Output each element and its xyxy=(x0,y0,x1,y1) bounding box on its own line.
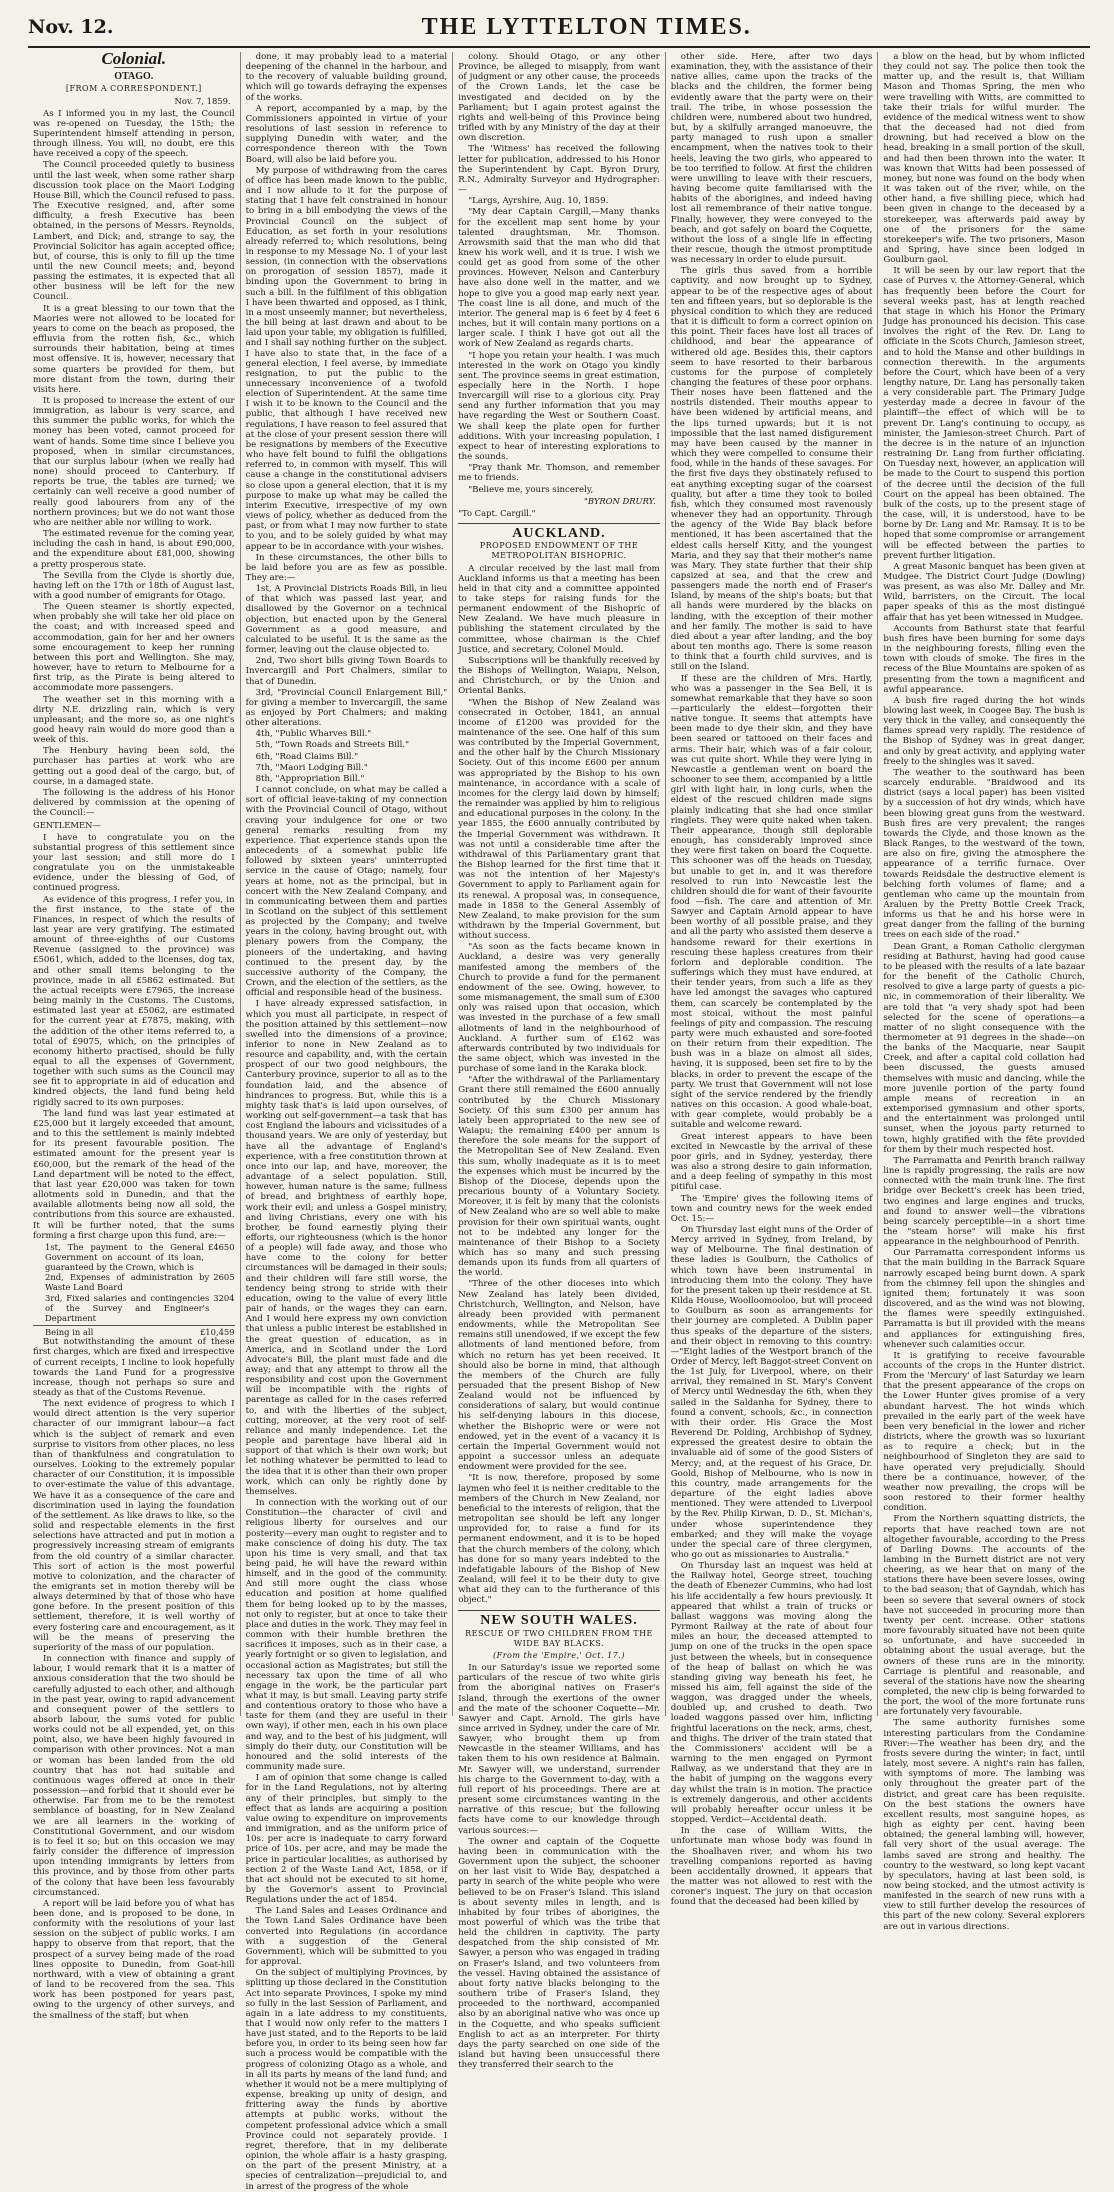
auckland-subheading: PROPOSED ENDOWMENT OF THE METROPOLITAN BISHOPRIC. xyxy=(479,541,639,561)
paragraph: On the subject of multiplying Provinces, by splitting up those declared in the Constitution Act into separate Provinces, I spoke my mind so fully in the last Session of Parliament, and again in a late address to my constituents, that I would now only refer to the matters I have just stated, and to the Reports to be laid before you, in order to its being seen how far such a process would be compatible with the progress of colonizing Otago as a whole, and in all its parts by means of the land fund; and whether it would not be a mere multiplying of expense, breaking up unity of design, and frittering away the funds by abortive attempts at public works, without the competent professional advice which a small Province could not separately provide. I regret, therefore, that in my deliberate opinion, the whole affair is a hasty grasping, on the part of the present Ministry, at a species of centralization—prejudicial to, and in arrest of the progress of the whole xyxy=(245,1968,448,2192)
letter-signature: "BYRON DRURY. xyxy=(583,495,656,506)
paragraph: The same authority furnishes some interesting particulars from the Condamine River:—The weather has been dry, and the frosts severe during the winter; in fact, until lately, most severe. A night's rain has fallen, with symptoms of more. The lambing was only throughout the greater part of the district, and great care has been requisite. On the best stations the owners have excellent results, most sanguine hopes, as high as eighty per cent. having been obtained; the general lambing will, however, fall very short of the usual average. The lambs saved are strong and healthy. The country to the westward, so long kept vacant by speculators, having at last been sold, is now being stocked, and the utmost activity is manifested in the search of new runs with a view to still further develop the resources of this part of the new colony. Several explorers are out in various directions. xyxy=(883,1718,1085,1932)
paragraph: The Sevilla from the Clyde is shortly due, having left on the 17th or 18th of August last, with a good number of emigrants for Otago. xyxy=(33,570,235,601)
section-heading-auckland: AUCKLAND. xyxy=(512,526,606,542)
paragraph: The girls thus saved from a horrible captivity, and now brought up to Sydney, appear to be of the respective ages of about ten and fifteen years, but so deplorable is the physical condition to which they are reduced that it is difficult to form a correct opinion on this point. Their faces have lost all traces of childhood, and bear the appearance of withered old age. Besides this, their captors seem to have resorted to their barbarous customs for the purpose of completely changing the features of these poor orphans. Their noses have been flattened and the nostrils distended. Their mouths appear to have been widened by artificial means, and the lips turned upwards; but it is not impossible that the last named disfigurement may have been caused by the manner in which they were compelled to consume their food, while in the hands of these savages. For the first five days they obstinately refused to eat anything excepting sugar of the coarsest quality, but after a time they took to boiled fish, which they consumed most ravenously whenever they had an opportunity. Through the agency of the Wide Bay black before mentioned, it has been ascertained that the eldest calls herself Kitty, and the youngest Maria, and they say that their mother's name was Mary. They state further that their ship capsized at sea, and that the crew and passengers made the north end of Fraser's Island, by means of the ship's boats; but that all hands were murdered by the blacks on landing, with the exception of their mother and her family. The mother is said to have died about a year after landing, and the boy about ten months ago. There is some reason to think that a fourth child survives, and is still on the Island. xyxy=(670,266,873,673)
paragraph: On Thursday last an inquest was held at the Railway hotel, George street, touching the death of Ebenezer Cummins, who had lost his life accidentally a few hours previously. It appeared that whilst a train of trucks or ballast waggons was moving along the Pyrmont Railway at the rate of about four miles an hour, the deceased attempted to jump on one of the trucks in the open space just between the wheels, but in consequence of the heap of ballast on which he was standing giving way beneath his feet, he missed his aim, fell against the side of the waggon, was dragged under the wheels, doubled up, and crushed to death. Two loaded waggons passed over him, inflicting frightful lacerations on the neck, arms, chest, and thighs. The driver of the train stated that the Commissioners' accident will be a warning to the men engaged on Pyrmont Railway, as we understand that they are in the habit of jumping on the waggons every day whilst the train is in motion. The practice is extremely dangerous, and other accidents will probably hereafter occur unless it be stopped. Verdict—Accidental death. xyxy=(670,1561,873,1826)
paragraph: In the case of William Witts, the unfortunate man whose body was found in the Shoalhaven river, and whom his two travelling companions reported as having been accidentally drowned, it appears that the matter was not allowed to rest with the coroner's inquest. The jury on that occasion found that the deceased had been killed by xyxy=(670,1826,873,1908)
paragraph: The Parramatta and Penrith branch railway line is rapidly progressing, the rails are now connected with the main trunk line. The first bridge over Beckett's creek has been tried, two engines and large engines and trucks, and found to answer well—the vibrations being scarcely perceptible—in a short time the "steam horse" will make his first appearance in the neighbourhood of Penrith. xyxy=(883,1155,1085,1248)
paragraph: 6th, "Road Claims Bill." xyxy=(255,751,359,762)
divider xyxy=(458,523,660,524)
paragraph: It will be seen by our law report that the case of Purves v. the Attorney-General, which has frequently been before the Court for several weeks past, has at length reached that stage in which his Honor the Primary Judge has pronounced his decision. This case involves the right of the Rev. Dr. Lang to officiate in the Scots Church, Jamieson street, and to hold the Manse and other buildings in connection therewith. In the arguments before the Court, which have been of a very lengthy nature, Dr. Lang has personally taken a very considerable part. The Primary Judge yesterday made a decree in favour of the plaintiff—the effect of which will be to prevent Dr. Lang's continuing to occupy, as minister, the Jamieson-street Church. Part of the decree is in the nature of an injunction restraining Dr. Lang from further officiating. On Tuesday next, however, an application will be made to the Court to suspend this portion of the decree until the decision of the full Court on the appeal has been obtained. The bulk of the costs, up to the present stage of the case, will, it is understood, have to be borne by Dr. Lang and Mr. Ramsay. It is to be hoped that some compromise or arrangement will be effected between the parties to prevent further litigation. xyxy=(883,266,1085,561)
column-4 xyxy=(666,52,879,1908)
ledger-row xyxy=(33,1272,235,1292)
paragraph: I am of opinion that some change is called for in the Land Regulations, not by altering any of their principles, but simply to the effect that as lands are acquiring a position value owing to expenditure on improvements and immigration, and as the uniform price of 10s. per acre is inadequate to carry forward price of 10s. per acre, and may be made the price in particular localities, as authorised by section 2 of the Waste Land Act, 1858, or if that act should not be executed to sit home, by the Governor's assent to Provincial Regulations under the act of 1854. xyxy=(245,1773,448,1906)
paragraph: Dean Grant, a Roman Catholic clergyman residing at Bathurst, having had good cause to be pleased with the results of a late bazaar for the benefit of the Catholic Church, resolved to give a large party of guests a pic-nic, in commemoration of their liberality. We are told that "a very shady spot had been selected for the scene of operations—a matter of no slight consequence with the thermometer at 91 degrees in the shade—on the banks of the Macquarie, near Saupit Creek, and after a capital cold collation had been discussed, the guests amused themselves with music and dancing, while the more juvenile portion of the party found ample means of recreation in an extemporised gymnasium and other sports, and the entertainment was prolonged until sunset, when the joyous party returned to town, highly gratified with the fête provided for them by their much respected host. xyxy=(883,941,1085,1155)
paragraph: As evidence of this progress, I refer you, in the first instance, to the state of the Finances, in respect of which the results of last year are very gratifying. The estimated amount of three-eighths of our Customs Revenue (assigned to the province) was £5061, which, added to the licenses, dog tax, and other small items belonging to the province, made in all £5862 estimated. But the actual receipts were £7965, the increase being mainly in the Customs. The Customs, estimated last year at £5062, are estimated for the current year at £7875, making, with the addition of the other items referred to, a total of £9075, which, on the principles of economy hitherto practised, should be fully equal to all the expenses of Government, together with such sums as the Council may see fit to appropriate in aid of education and kindred objects, the land fund being held rigidly sacred to its own purposes. xyxy=(33,894,235,1108)
paragraph: 2nd, Two short bills giving Town Boards to Invercargill and Port Chalmers, similar to that of Dunedin. xyxy=(245,656,448,687)
paragraph: "As soon as the facts became known in Auckland, a desire was very generally manifested among the members of the Church to provide a fund for the permanent endowment of the see. Owing, however, to some mismanagement, the small sum of £300 only was raised upon that occasion, which was invested in the purchase of a few small allotments of land in the neighbourhood of Auckland. A further sum of £162 was afterwards contributed by two individuals for the same object, which was invested in the purchase of some land in the Karaka block. xyxy=(458,942,660,1075)
paragraph: done, it may probably lead to a material deepening of the channel in the harbour, and to the recovery of valuable building ground, which will go towards defraying the expenses of the works. xyxy=(245,52,448,103)
paragraph: "After the withdrawal of the Parliamentary Grant there still remained the £600 annually contributed by the Church Missionary Society. Of this sum £300 per annum has lately been appropriated to the new see of Waiapu; the remaining £400 per annum is therefore the sole means for the support of the Metropolitan See of New Zealand. Even this sum, wholly inadequate as it is to meet the expenses which must be incurred by the Bishop of the Diocese, depends upon the precarious bounty of a Voluntary Society. Moreover, it is felt by many that the colonists of New Zealand who are so well able to make provision for their own spiritual wants, ought not to be indebted any longer for the maintenance of their Bishop to a Society which has so many and such pressing demands upon its funds from all quarters of the world. xyxy=(458,1075,660,1279)
ledger-item: 1st, The payment to the General Government on account of its loan, guaranteed by the Crown, which is xyxy=(45,1241,204,1273)
paragraph: The 'Empire' gives the following items of town and country news for the week ended Oct. 15:— xyxy=(670,1193,873,1224)
paragraph: But notwithstanding the amount of these first charges, which are fixed and irrespective of current receipts, I incline to look hopefully towards the Land Fund for a progressive increase, though not perhaps so sure and steady as that of the Customs Revenue. xyxy=(33,1337,235,1398)
ledger-amount: £4650 xyxy=(207,1241,235,1252)
paragraph: The Council proceeded quietly to business until the last week, when some rather sharp discussion took place on the Maori Lodging House Bill, which the Council refused to pass. The Executive resigned, and, after some difficulty, a fresh Executive has been obtained, in the persons of Messrs. Reynolds, Lambert, and Dick; and, strange to say, the Provincial Solicitor has again accepted office; but, of course, this is only to fill up the time until the new Council meets; and, beyond passing the estimates, it is expected that all other business will be left for the new Council. xyxy=(33,160,235,303)
correspondent-line: [FROM A CORRESPONDENT.] xyxy=(65,84,202,94)
paragraph: Our Parramatta correspondent informs us that the main building in the Barrack Square narrowly escaped being burnt down. A spark from the chimney fell upon the shingles and ignited them; fortunately it was soon discovered, and as the wind was not blowing, the flames were speedily extinguished. Parramatta is but ill provided with the means and appliances for extinguishing fires, whenever such calamities occur. xyxy=(883,1248,1085,1350)
section-heading-colonial: Colonial. xyxy=(101,49,167,68)
paragraph: The weather set in this morning with a dirty N.E. drizzling rain, which is very unpleasant; and the more so, as one night's good heavy rain would do more good than a week of this. xyxy=(33,694,235,746)
nsw-article-continued xyxy=(671,52,873,1907)
paragraph: "Largs, Ayrshire, Aug. 10, 1859. xyxy=(468,196,609,207)
paragraph: "When the Bishop of New Zealand was consecrated in October, 1841, an annual income of £1200 was provided for the maintenance of the see. One half of this sum was contributed by the Imperial Government, and the other half by the Church Missionary Society. Out of this income £600 per annum was appropriated by the Bishop to his own maintenance, in accordance with a scale of incomes for the clergy laid down by himself; the remainder was applied by him to religious and educational purposes in the colony. In the year 1855, the £600 annually contributed by the Imperial Government was withdrawn. It was not until a considerable time after the withdrawal of this Parliamentary grant that the Bishop learned for the first time that it was not the intention of her Majesty's Government to apply to Parliament again for its renewal. A proposal was, in consequence, made in 1858 to the General Assembly of New Zealand, to make provision for the sum withdrawn by the Imperial Government, but without success. xyxy=(458,697,660,942)
paragraph: In these circumstances, the other bills to be laid before you are as few as possible. They are:— xyxy=(245,552,448,583)
paragraph: It is proposed to increase the extent of our immigration, as labour is very scarce, and this summer the public works, for which the money has been voted, cannot proceed for want of hands. Some time since I believe you proposed, when in similar circumstances, that our surplus labour (when we really had none) should proceed to Canterbury. If reports be true, the tables are turned; we certainly can well receive a good number of really good labourers from any of the northern provinces; but we do not want those who are neither able nor willing to work. xyxy=(33,396,235,528)
column-3 xyxy=(453,52,666,2071)
charges-ledger xyxy=(33,1242,235,1323)
paragraph: It is a great blessing to our town that the Maories were not allowed to be located for years to come on the beach as proposed, the effluvia from the rotten fish, &c., which surrounds their habitation, being at times most offensive. It is, however, necessary that some quarters be provided for them, but more distant from the town, during their visits here. xyxy=(33,303,235,395)
column-5 xyxy=(878,52,1090,1932)
paragraph: "My dear Captain Cargill,—Many thanks for the excellent map sent home by your talented draughtsman, Mr. Thomson. Arrowsmith said that the man who did that knew his work well, and it is true. I wish we could get as good from some of the other provinces. However, Nelson and Canterbury have also done well in the matter, and we hope to give you a good map early next year. The coast line is all done, and much of the interior. The general map is 6 feet by 4 feet 6 inches, but it will contain many portions on a larger scale. I think I have got out all the work of New Zealand as regards charts. xyxy=(458,207,660,350)
issue-date: Nov. 12. xyxy=(28,16,114,38)
ledger-total-amount: £10,459 xyxy=(199,1327,235,1338)
paragraph: 3rd, "Provincial Council Enlargement Bill," for giving a member to Invercargill, the same as enjoyed by Port Chalmers; and making other alterations. xyxy=(245,687,448,729)
address-continued xyxy=(33,1337,235,2020)
paragraph: a blow on the head, but by whom inflicted they could not say. The police then took the matter up, and the result is, that William Mason and Thomas Spring, the men who were travelling with Witts, are committed to take their trials for wilful murder. The evidence of the medical witness went to show that the deceased had not died from drowning, but had received a blow on the head, breaking in a small portion of the skull, and had then been thrown into the water. It was known that Witts had been possessed of money, but none was found on the body when it was taken out of the river, while, on the other hand, a five shilling piece, which had been given in change to the deceased by a storekeeper, was afterwards paid away by one of the prisoners for the same storekeeper's wife. The two prisoners, Mason and Spring, have since been lodged in Goulburn gaol. xyxy=(883,52,1085,266)
column-2 xyxy=(241,52,454,2192)
paragraph: The weather to the southward has been scarcely endurable. "Braidwood and its district (says a local paper) has been visited by a succession of hot dry winds, which have been blowing great guns from the westward. Bush fires are very prevalent; the ranges towards the Clyde, and those known as the Black Ranges, to the westward of the town, are also on fire, giving the atmosphere the appearance of a terrific furnace. Over towards Reidsdale the destructive element is belching forth volumes of flame; and a gentleman who came up the mountain from Araluen by the Pretty Bottle Creek Track, informs us that he and his horse were in great danger from the falling of the burning trees on each side of the road." xyxy=(883,767,1085,941)
dateline: Nov. 7, 1859. xyxy=(174,96,231,107)
nsw-subheading: RESCUE OF TWO CHILDREN FROM THE WIDE BAY BLACKS. xyxy=(465,1628,653,1648)
paragraph: From the Northern squatting districts, the reports that have reached town are not altogether favourable, according to the Press of Darling Downs. The accounts of the lambing in the Burnett district are not very cheering, as we hear that on many of the stations there have been severe losses, owing to the bad season; that of Gayndah, which has been so severe that several owners of stock have not succeeded in procuring more than twenty per cent. increase. Other stations more favourably situated have not been quite so unfortunate, and have succeeded in obtaining about the usual average, but the owners of these runs are in the minority. Carriage is plentiful and reasonable, and several of the stations have now the shearing completed, the new clip is being forwarded to the port, the wool of the more fortunate runs are fortunately very favourable. xyxy=(883,1514,1085,1718)
column-1 xyxy=(28,49,241,2021)
paragraph: A report, accompanied by a map, by the Commissioners appointed in virtue of your resolutions of last session in reference to supplying Dunedin with water, and the correspondence thereon with the Town Board, will also be laid before you. xyxy=(245,103,448,165)
paragraph: The Land Sales and Leases Ordinance and the Town Land Sales Ordinance have been converted into Regulations (in accordance with a suggestion of the General Government), which will be submitted to you for approval. xyxy=(245,1906,448,1968)
address-salutation: GENTLEMEN— xyxy=(33,820,101,831)
paragraph: colony. Should Otago, or any other Province, be alleged to misapply, from want of judgment or any other cause, the proceeds of the Crown Lands, let the case be investigated and decided on by the Parliament; but I again protest against the rights and well-being of this Province being trifled with by any Ministry of the day at their own discretion. xyxy=(458,52,660,144)
paragraph: 1st, A Provincial Districts Roads Bill, in lieu of that which was passed last year, and disallowed by the Governor on a technical objection, but enacted upon by the General Government as a good measure, and calculated to be useful. It is the same as the former, leaving out the clause objected to. xyxy=(245,584,448,656)
ledger-row xyxy=(33,1242,235,1272)
ledger-item: 3rd, Fixed salaries and contingencies of the Survey and Engineer's Department xyxy=(45,1292,210,1323)
section-heading-nsw: NEW SOUTH WALES. xyxy=(480,1613,638,1629)
paragraph: I have already expressed satisfaction, in which you must all participate, in respect of the position attained by this settlement—now swelled into the dimensions of a province, inferior to none in New Zealand as to resource and capability, and, with the certain prospect of our two good neighbours, the Canterbury province, superior to all as to the foundation laid, and the absence of hindrances to progress. But, while this is a mighty task that's is laid upon ourselves, of working out self-government—a task that has cost England the labours and vicissitudes of a thousand years. We are only of yesterday, but have all the advantage of England's experience, with a free constitution thrown at once into our lap, and have, moreover, the advantage of a select population. Still, however, human nature is the same; fullness of bread, and brightness of earthly hope, work their evil; and unless a Gospel ministry, and living Christians, every one with his brother, be found earnestly plying their efforts, our righteousness (which is the honor of a people) will fade away, and those who have come to the colony for better circumstances will be damaged in their souls; and their children will fare still worse, the tendency being strong to stride with their education, owing to the value of every little pair of hands, or the wages they can earn. And I would here express my own conviction that unless a public interest be established in the great question of education, as in America, and in Scotland under the Lord Advocate's Bill, the plant must fade and die away; and that any attempt to throw all the responsibility and cost upon the Government will be incompatible with the rights of parentage as called for in the cases referred to, and with the liberties of the subject, cutting, moreover, at the very root of self-reliance and manly independence. Let the people and parentage have liberal aid in support of that which is their own work; but let nothing whatever be permitted to lead to the idea that it is other than their own proper work, which can only be rightly done by themselves. xyxy=(245,999,448,1497)
paragraph: Subscriptions will be thankfully received by the Bishops of Wellington, Waiapu, Nelson, and Christchurch, or by the Union and Oriental Banks. xyxy=(458,655,660,697)
paragraph: My purpose of withdrawing from the cares of office has been made known to the public, and I now allude to it for the purpose of stating that I have felt constrained in honour to bring in a bill embodying the views of the Provincial Council on the subject of Education, as set forth in your resolutions already referred to; which resolutions, being in response to my Message No. 1 of your last session, (in connection with the observations on prorogation of session 1857), made it binding upon the Government to bring in such a bill. In the fulfilment of this obligation I have been thwarted and opposed, as I think, in a most unseemly manner; but nevertheless, the bill being at last drawn and about to be laid upon your table, my obligation is fulfilled, and I shall say nothing further on the subject. I have also to state that, in the face of a general election, I feel averse, by immediate resignation, to put the public to the unnecessary inconvenience of a twofold election of Superintendent. At the same time I wish it to be known to the Council and the public, that although I have received new regulations, I have reason to feel assured that at the close of your present session there will be resignations by members of the Executive who have felt bound to fulfil the obligations referred to, in common with myself. This will cause a change in the constitutional advisers so close upon a general election, that it is my purpose to make up what may be called the interim Executive, irrespective of my own views of policy, whether as deduced from the past, or from what I may now further to state to you, and to be solely guided by what may appear to be in accordance with your wishes. xyxy=(245,165,448,552)
paragraph: In connection with finance and supply of labour, I would remark that it is a matter of anxious consideration that the two should be carefully adjusted to each other, and although in the past year, owing to rapid advancement and consequent power of the settlers to absorb labour, the sums voted for public works could not be all expended, yet, on this point, also, we have been highly favoured in comparison with other provinces. Not a man or woman has been landed from the old country that has not had suitable and continuous wages offered at once in their possession—and forbid that it should ever be otherwise. Far from me to be the remotest semblance of boasting, for in New Zealand we are all learners in the working of Constitutional Government, and our wisdom is to feel it so; but on this occasion we may fairly consider the difference of impression upon intending immigrants by letters from this province, and by those from other parts of the colony that have been less favourably circumstanced. xyxy=(33,1654,235,1898)
auckland-article xyxy=(458,564,660,1606)
ledger-amount: 3204 xyxy=(213,1292,235,1303)
paragraph: 4th, "Public Wharves Bill." xyxy=(255,729,372,740)
paragraph: A circular received by the last mail from Auckland informs us that a meeting has been held in that city and a committee appointed to take steps for raising funds for the permanent endowment of the Bishopric of New Zealand. We have much pleasure in publishing the statement circulated by the committee, whose chairman is the Chief Justice, and secretary, Colonel Mould. xyxy=(458,563,660,655)
ledger-item: 2nd, Expenses of administration by Waste Land Board xyxy=(45,1272,210,1293)
paragraph: The estimated revenue for the coming year, including the cash in hand, is about £90,000, and the expenditure about £81,000, showing a pretty prosperous state. xyxy=(33,529,235,570)
paragraph: The Henbury having been sold, the purchaser has parties at work who are getting out a good deal of the cargo, but, of course, in a damaged state. xyxy=(33,746,235,787)
paragraph: The land fund was last year estimated at £25,000 but it largely exceeded that amount, and to this the settlement is mainly indebted for its present favourable position. The estimated amount for the present year is £60,000, but the remark of the head of the Land department will be noted to the effect, that last year £20,000 was taken for town allotments sold in Dunedin, and that the available allotments being now all sold, the contributions from this source are exhausted. It will be further noted, that the sums forming a first charge upon this fund, are:— xyxy=(33,1108,235,1241)
address-body xyxy=(33,833,235,1241)
paragraph: 7th, "Maori Lodging Bill." xyxy=(255,762,368,773)
paragraph: other side. Here, after two days examination, they, with the assistance of their native allies, came upon the tracks of the blacks and the children, the former being evidently aware that the party were on their trail. The tribe, in whose possession the children were, numbered about two hundred, but, by a skilfully arranged manoeuvre, the party managed to rush upon a smaller encampment, when the natives took to their heels, leaving the two girls, who appeared to be too terrified to follow. At first the children were unwilling to leave with their rescuers, having become quite familiarised with the habits of the aborigines, and indeed having lost all remembrance of their native tongue. Finally, however, they were conveyed to the beach, and got safely on board the Coquette, without the loss of a single life in effecting their rescue, though the utmost promptitude was necessary in order to elude pursuit. xyxy=(670,52,873,266)
paragraph: I have to congratulate you on the substantial progress of this settlement since your last session; and still more do I congratulate you on the unmistakeable evidence, under the blessing of God, of continued progress. xyxy=(33,832,235,894)
paragraph: The Queen steamer is shortly expected, when probably she will take her old place on the coast; and with increased speed and accommodation, gain for her and her owners some encouragement to keep her running between this port and Wellington. She may, however, have to return to Melbourne for a first trip, as the Pirate is being altered to accommodate more passengers. xyxy=(33,602,235,694)
paragraph: A report will be laid before you of what has been done, and is proposed to be done, in conformity with the resolutions of your last session on the subject of public works. I am happy to observe from that report, that the prospect of a survey being made of the road lines opposite to Dunedin, from Goat-hill northward, with a view of obtaining a grant of land to be recovered from the sea. This work has been postponed for years past, owing to the urgency of other surveys, and the smallness of the staff; but when xyxy=(33,1898,235,2021)
paragraph: A bush fire raged during the hot winds blowing last week, in Coogee Bay. The bush is very thick in the valley, and consequently the flames spread very rapidly. The residence of the Bishop of Sydney was in great danger, and only by great activity, and applying water freely to the shingles was it saved. xyxy=(883,695,1085,767)
paragraph: As I informed you in my last, the Council was re-opened on Tuesday, the 15th; the Superintendent himself attending in person, through illness. You will, no doubt, ere this have received a copy of the speech. xyxy=(33,108,235,160)
ledger-row xyxy=(33,1293,235,1323)
paragraph: The following is the address of his Honor delivered by commission at the opening of the Council:— xyxy=(33,787,235,819)
paragraph: "I hope you retain your health. I was much interested in the work on Otago you kindly sent. The province seems in great estimation, especially here in the North. I hope Invercargill will rise to a glorious city. Pray send any further information that you may have regarding the West or Southern Coast. We shall keep the plate open for further additions. With your increasing population, I expect to hear of interesting explorations to the sounds. xyxy=(458,350,660,463)
paragraph: If these are the children of Mrs. Hartly, who was a passenger in the Sea Bell, it is somewhat remarkable that they have so soon—particularly the eldest—forgotten their native tongue. It seems that attempts have been made to dye their skin, and they have been seared or tattooed on their faces and arms. Their hair, which was of a fair colour, was cut quite short. While they were lying in Newcastle a gentleman went on board the schooner to see them, accompanied by a little girl with light hair, in long curls, when the eldest of the rescued children made signs plainly indicating that she had once similar ringlets. They were quite naked when taken. Their appearance, though still deplorable enough, has considerably improved since they were first taken on board the Coquette. This schooner was off the heads on Tuesday, but unable to get in, and it was therefore resolved to run into Newcastle lest the children should die for want of their favourite food —fish. The care and attention of Mr. Sawyer and Captain Arnold appear to have been worthy of all possible praise, and they and all the party who assisted them deserve a handsome reward for their exertions in rescuing these hapless creatures from their forlorn and deplorable condition. The sufferings which they must have endured, at their tender years, from such a life as they have led amongst the savages who captured them, can scarcely be contemplated by the most stoical, without the most painful feelings of pity and compassion. The rescuing party were much exhausted and sore-footed on their return from their expedition. The bush was in a blaze on almost all sides, having, it is supposed, been set fire to by the blacks, in order to prevent the escape of the party. We trust that Government will not lose sight of the service rendered by the friendly natives on this occasion. A good whale-boat, with gear complete, would probably be a suitable and welcome reward. xyxy=(670,673,873,1131)
letter-addressee: "To Capt. Cargill." xyxy=(458,507,536,518)
paragraph: On Thursday last eight nuns of the Order of Mercy arrived in Sydney, from Ireland, by way of Melbourne. The final destination of these ladies is Goulburn, the Catholics of which town have been instrumental in introducing them into the colony. They have for the present taken up their residence at St. Kilda House, Woolloomooloo, but will proceed to Goulburn as soon as arrangements for their journey are completed. A Dublin paper thus speaks of the departure of the sisters, and their object in removing to this country:—"Eight ladies of the Westport branch of the Order of Mercy, left Baggot-street Convent on the 1st July, for Liverpool, where, on their arrival, they remained in St. Mary's Convent of Mercy until Wednesday the 6th, when they sailed in the Saldanha for Sydney, there to found a convent, schools, &c., in connection with their order. His Grace the Most Reverend Dr. Polding, Archbishop of Sydney, expressed the greatest desire to obtain the invaluable aid of some of the good Sisters of Mercy; and, at the request of his Grace, Dr. Goold, Bishop of Melbourne, who is now in this country, made arrangements for the departure of the eight ladies above mentioned. They were attended to Liverpool by the Rev. Philip Kirwan, D. D., St. Michan's, under whose superintendence they embarked; and they will make the voyage under the special care of three clergymen, who go out as missionaries to Australia." xyxy=(670,1224,873,1560)
ledger-amount: 2605 xyxy=(213,1272,235,1283)
drury-letter xyxy=(458,52,660,495)
paragraph: "Believe me, yours sincerely, xyxy=(468,484,594,495)
newspaper-title: THE LYTTELTON TIMES. xyxy=(421,13,752,40)
paragraph: It is gratifying to receive favourable accounts of the crops in the Hunter district. From the 'Mercury' of last Saturday we learn that the present appearance of the crops on the Lower Hunter gives promise of a very abundant harvest. The hot winds which prevailed in the early part of the week have been very beneficial in the lower and richer districts, where the growth was so luxuriant as to require a check; but in the neighbourhood of Singleton they are said to have operated very prejudicially. Should there be a continuance, however, of the weather now prevailing, the crops will be soon restored to their former healthy condition. xyxy=(883,1350,1085,1514)
columns xyxy=(28,49,1090,2192)
otago-article xyxy=(33,109,235,819)
paragraph: "Three of the other dioceses into which New Zealand has lately been divided, Christchurch, Wellington, and Nelson, have already been provided with permanent endowments, while the Metropolitan See remains still unendowed, if we except the few allotments of land mentioned before, from which no return has yet been received. It should also be borne in mind, that although the members of the Church are fully persuaded that the present Bishop of New Zealand would not be influenced by considerations of salary, but would continue his self-denying labours in this diocese, whether the Bishopric were or were not endowed, yet in the event of a vacancy it is certain the Imperial Government would not appoint a successor unless an adequate endowment were provided for the see. xyxy=(458,1279,660,1473)
paragraph: In our Saturday's issue we reported some particulars of the rescue of two white girls from the aboriginal natives on Fraser's Island, through the exertions of the owner and the mate of the schooner Coquette—Mr. Sawyer and Capt. Arnold. The girls have since arrived in Sydney, under the care of Mr. Sawyer, who brought them up from Newcastle in the steamer Williams, and has taken them to his own residence at Balmain. Mr. Sawyer will, we understand, surrender his charge to the Government to-day, with a full report of his proceedings. There are at present some circumstances wanting in the narrative of this rescue; but the following facts have come to our knowledge through various sources:— xyxy=(458,1663,660,1836)
nsw-article xyxy=(458,1663,660,2070)
masthead xyxy=(28,8,1090,48)
place-heading-otago: OTAGO. xyxy=(114,71,154,83)
nsw-news-continued xyxy=(883,52,1085,1932)
paragraph: Great interest appears to have been excited in Newcastle by the arrival of these poor girls, and in Sydney, yesterday, there was also a strong desire to gain information, and a deep feeling of sympathy in this most pitiful case. xyxy=(670,1131,873,1193)
paragraph: I cannot conclude, on what may be called a sort of official leave-taking of my connection with the Provincial Council of Otago, without craving your indulgence for one or two general remarks resulting from my experience. That experience stands upon the antecedents of a somewhat public life followed by sixteen years' uninterrupted service in the cause of Otago; namely, four years at home, not as the principal, but in concert with the New Zealand Company, and in communicating between them and parties in Scotland on the subject of this settlement as projected by the Company; and twelve years in the colony, having brought out, with plenary powers from the Company, the pioneers of the undertaking, and having continued to the present day, by the successive authority of the Company, the Crown, and the election of the settlers, as the official and responsible head of the business. xyxy=(245,785,448,999)
paragraph: 8th, "Appropriation Bill." xyxy=(255,773,365,784)
paragraph: The owner and captain of the Coquette having been in communication with the Government upon the subject, the schooner on her last visit to Wide Bay, despatched a party in search of the white people who were believed to be on Fraser's Island. This island is about seventy miles in length, and is inhabited by four tribes of aborigines, the most powerful of which was the tribe that held the children in captivity. The party despatched from the ship consisted of Mr. Sawyer, a person who was engaged in trading on Fraser's Island, and two volunteers from the vessel. Having obtained the assistance of about forty native blacks belonging to the southern tribe of Fraser's Island, they proceeded to the northward, accompanied also by an aboriginal native who was once up in the Coquette, and who speaks sufficient English to act as an interpreter. For thirty days the party searched on one side of the island but having been unsuccessful there they transferred their search to the xyxy=(458,1836,660,2071)
paragraph: In connection with the working out of our Constitution—the character of civil and religious liberty for ourselves and our posterity—every man ought to register and to make conscience of doing his duty. The tax upon his time is very small, and that tax being paid, he will have the reward within himself, and in the good of the community. And still more ought the class whose education and position at home qualified them for being looked up to by the masses, not only to register, but at once to take their place and duties in the work. They may feel in common with their humble brethren the sacrifices it imposes, such as in their case, a yearly fortnight or so given to legislation, and occasional action as Magistrates; but still the necessary tax upon the time of all who engage in the work, be the particular part what it may, is but small. Leaving party strife and contentious oratory to those who have a taste for them (and they are useful in their own way), if other men, each in his own place and way, and to the best of his judgment, will simply do their duty, our Constitution will be honoured and the solid interests of the community made sure. xyxy=(245,1498,448,1773)
paragraph: "Pray thank Mr. Thomson, and remember me to friends. xyxy=(458,463,660,484)
ledger-total xyxy=(33,1325,235,1337)
nsw-source: (From the 'Empire,' Oct. 17.) xyxy=(493,1650,625,1660)
paragraph: The next evidence of progress to which I would direct attention is the very superior character of our immigrant labour—a fact which is the subject of remark and even surprise to visitors from other places, no less than of thankfulness and congratulation to ourselves. Looking to the extremely popular character of our Constitution, it is impossible to over-estimate the value of this advantage. We have it as a consequence of the care and discrimination used in laying the foundation of the settlement. As like draws to like, so the solid and respectable elements in the first selections have attracted and put in motion a progressively increasing stream of emigrants from the old country of a similar character. This sort of action is the most powerful motive to colonization, and the character of the emigrants set in motion thereby will be always determined by that of those who have gone before. In the present position of this settlement, therefore, it is well worthy of every fostering care and encouragement, as it will be the means of preserving the superiority of the mass of our population. xyxy=(33,1399,235,1653)
divider xyxy=(458,1610,660,1611)
ledger-total-label: Being in all xyxy=(45,1327,94,1338)
paragraph: Accounts from Bathurst state that fearful bush fires have been burning for some days in the neighbouring forests, filling even the town with clouds of smoke. The fires in the recess of the Blue Mountains are spoken of as presenting from the town a magnificent and awful appearance. xyxy=(883,623,1085,695)
address-continued-col2 xyxy=(246,52,448,2192)
paragraph: "It is now, therefore, proposed by some laymen who feel it is neither creditable to the members of the Church in New Zealand, nor beneficial to the interests of religion, that the metropolitan see should be left any longer unprovided for, to raise a fund for its permanent endowment, and it is to be hoped that the church members of the colony, which has done for so many years indebted to the indefatigable labours of the Bishop of New Zealand, will feel it to be their duty to give what aid they can to the furtherance of this object." xyxy=(458,1473,660,1606)
paragraph: A great Masonic banquet has been given at Mudgee. The District Court Judge (Dowling) was present, as was also Mr. Dalley and Mr. Wild, barristers, on the Circuit. The local paper speaks of this as the most distingué affair that has yet been witnessed in Mudgee. xyxy=(883,561,1085,623)
paragraph: 5th, "Town Roads and Streets Bill." xyxy=(255,740,410,751)
paragraph: The 'Witness' has received the following letter for publication, addressed to his Honor the Superintendent by Capt. Byron Drury, R.N., Admiralty Surveyor and Hydrographer:— xyxy=(458,144,660,196)
